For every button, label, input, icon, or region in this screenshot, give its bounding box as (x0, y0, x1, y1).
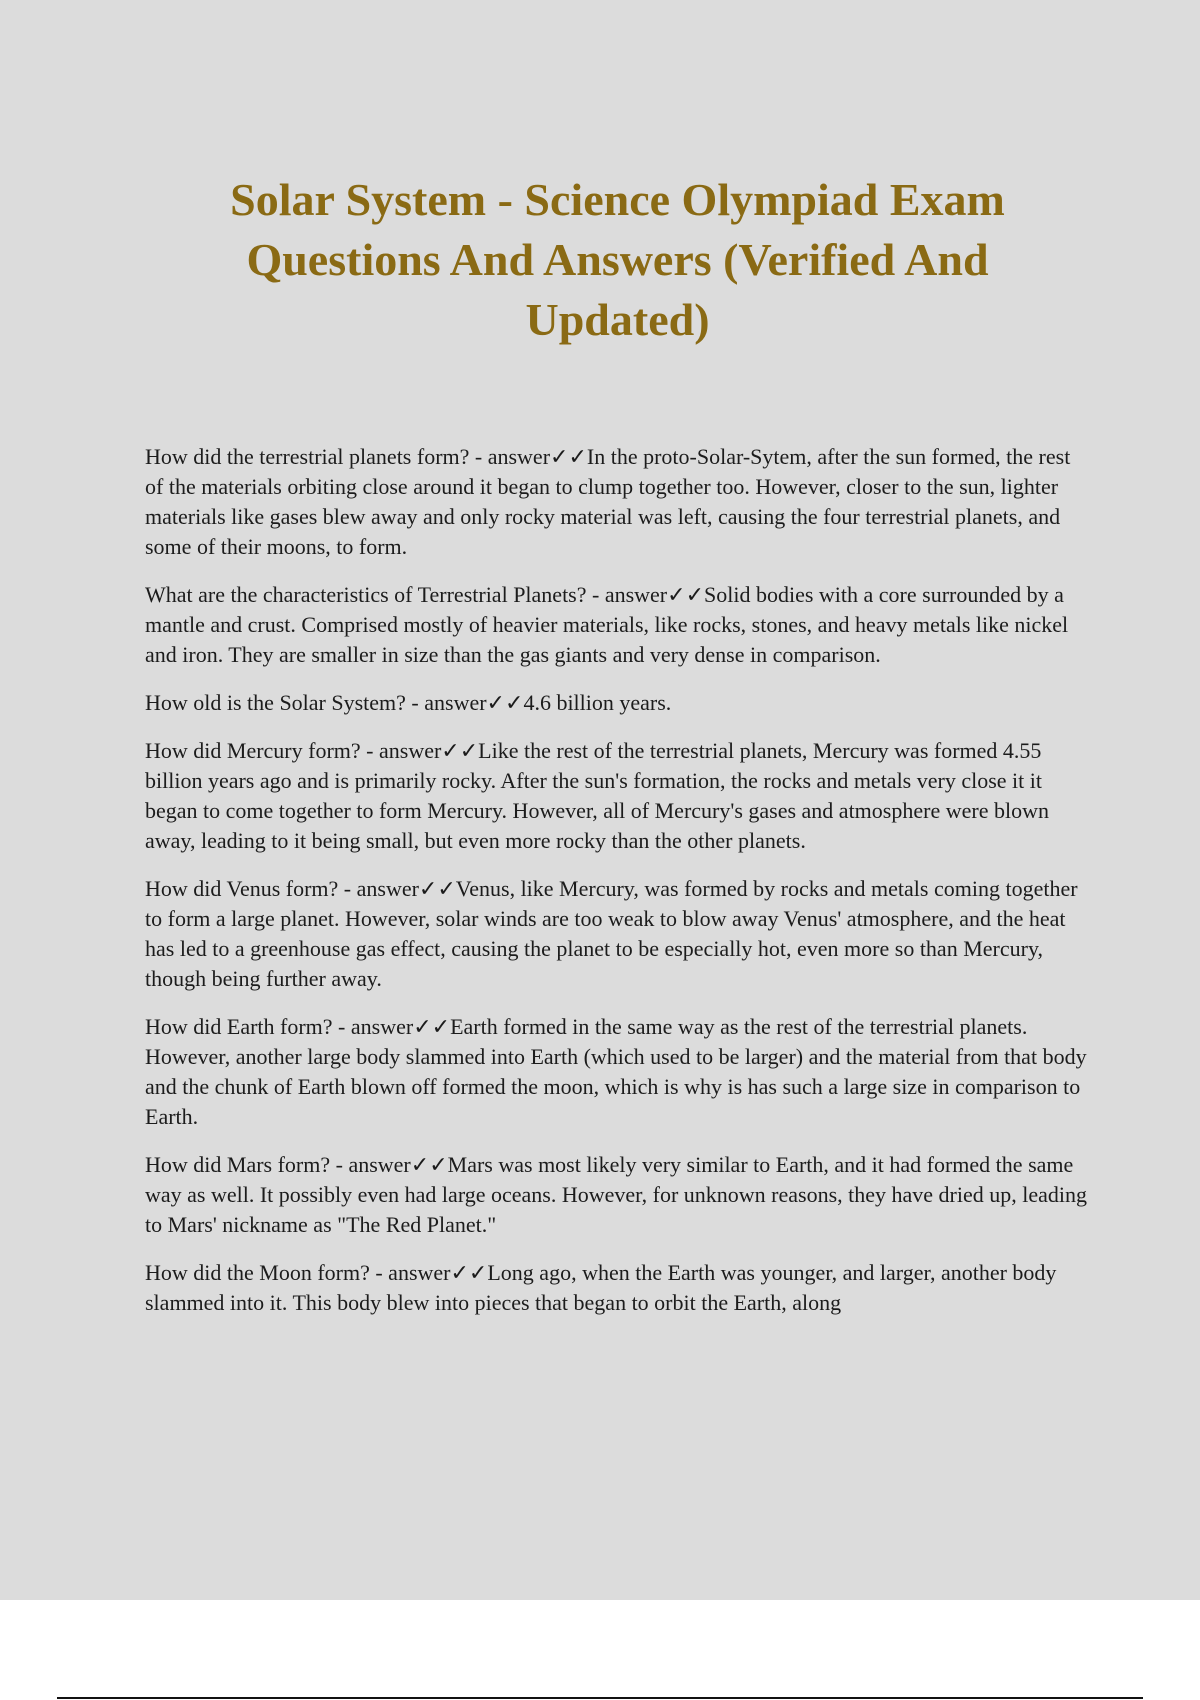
qa-question: What are the characteristics of Terrestrial Planets? - answer✓✓ (145, 582, 705, 607)
footer-divider (57, 1697, 1143, 1699)
qa-question: How did the terrestrial planets form? - answer✓✓ (145, 444, 587, 469)
qa-item (145, 736, 1090, 856)
qa-question: How did Mars form? - answer✓✓ (145, 1152, 448, 1177)
qa-item (145, 580, 1090, 670)
qa-question: How did Venus form? - answer✓✓ (145, 876, 456, 901)
qa-answer: Solid bodies with a core surrounded by a mantle and crust. Comprised mostly of heavier materials, like rocks, stones, and heavy metals like nickel and iron. They are smaller in size than the gas giants and very dense in comparison. (145, 582, 1069, 667)
qa-item (145, 442, 1090, 562)
qa-item (145, 874, 1090, 994)
qa-item (145, 1150, 1090, 1240)
qa-item (145, 1012, 1090, 1132)
qa-answer: 4.6 billion years. (523, 690, 672, 715)
qa-answer: Earth formed in the same way as the rest of the terrestrial planets. However, another large body slammed into Earth (which used to be larger) and the material from that body and the chunk of Earth blown off formed the moon, which is why is has such a large size in comparison to Earth. (145, 1014, 1087, 1129)
qa-answer: Long ago, when the Earth was younger, and larger, another body slammed into it. This body blew into pieces that began to orbit the Earth, along (145, 1260, 1057, 1315)
qa-item (145, 1258, 1090, 1318)
qa-answer: Venus, like Mercury, was formed by rocks and metals coming together to form a large planet. However, solar winds are too weak to blow away Venus' atmosphere, and the heat has led to a greenhouse gas effect, causing the planet to be especially hot, even more so than Mercury, though being further away. (145, 876, 1078, 991)
qa-question: How did Earth form? - answer✓✓ (145, 1014, 451, 1039)
qa-answer: In the proto-Solar-Sytem, after the sun formed, the rest of the materials orbiting close around it began to clump together too. However, closer to the sun, lighter materials like gases blew away and only rocky material was left, causing the four terrestrial planets, and some of their moons, to form. (145, 444, 1071, 559)
qa-question: How did Mercury form? - answer✓✓ (145, 738, 479, 763)
qa-answer: Like the rest of the terrestrial planets, Mercury was formed 4.55 billion years ago and is primarily rocky. After the sun's formation, the rocks and metals very close it it began to come together to form Mercury. However, all of Mercury's gases and atmosphere were blown away, leading to it being small, but even more rocky than the other planets. (145, 738, 1049, 853)
document-title: Solar System - Science Olympiad Exam Questions And Answers (Verified And Updated) (230, 174, 1005, 345)
qa-answer: Mars was most likely very similar to Earth, and it had formed the same way as well. It possibly even had large oceans. However, for unknown reasons, they have dried up, leading to Mars' nickname as "The Red Planet." (145, 1152, 1087, 1237)
qa-item (145, 688, 1090, 718)
qa-question: How did the Moon form? - answer✓✓ (145, 1260, 488, 1285)
qa-list (145, 442, 1090, 1336)
qa-question: How old is the Solar System? - answer✓✓ (145, 690, 524, 715)
